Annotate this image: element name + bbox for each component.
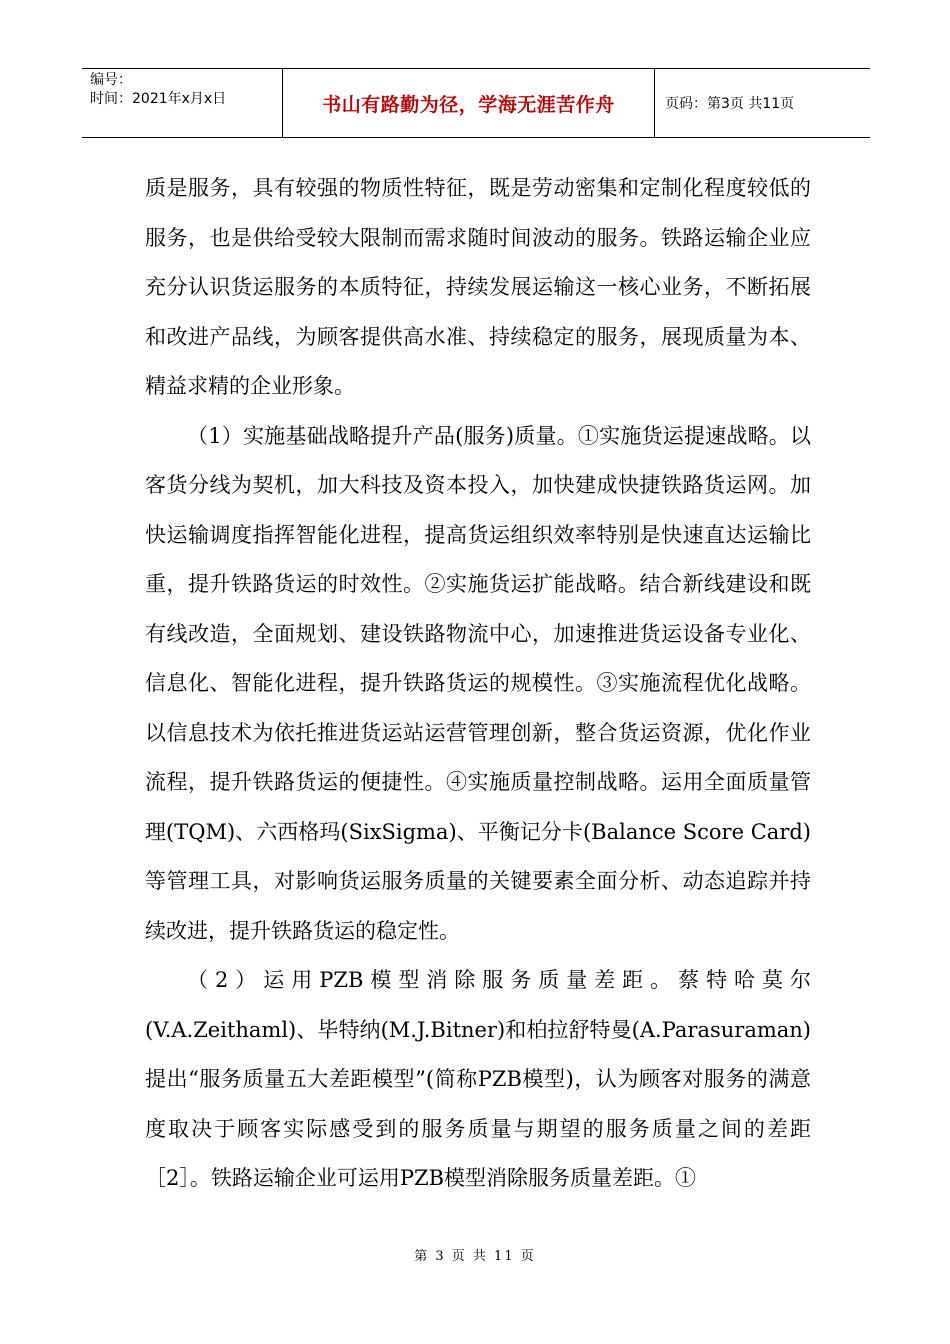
document-date-label: 时间：2021年x月x日 bbox=[90, 91, 227, 107]
page-header bbox=[82, 68, 870, 138]
body-paragraph: （1）实施基础战略提升产品(服务)质量。①实施货运提速战略。以客货分线为契机，加大科技及资本投入，加快建成快捷铁路货运网。加快运输调度指挥智能化进程，提高货运组织效率特别是快速直达运输比重，提升铁路货运的时效性。②实施货运扩能战略。结合新线建设和既有线改造，全面规划、建设铁路物流中心，加速推进货运设备专业化、信息化、智能化进程，提升铁路货运的规模性。③实施流程优化战略。以信息技术为依托推进货运站运营管理创新，整合货运资源，优化作业流程，提升铁路货运的便捷性。④实施质量控制战略。运用全面质量管理(TQM)、六西格玛(SixSigma)、平衡记分卡(Balance Score Card)等管理工具，对影响货运服务质量的关键要素全面分析、动态追踪并持续改进，提升铁路货运的稳定性。 bbox=[145, 423, 811, 943]
header-motto-cell bbox=[282, 69, 655, 137]
body-paragraph: （2）运用PZB模型消除服务质量差距。蔡特哈莫尔(V.A.Zeithaml)、毕特纳(M.J.Bitner)和柏拉舒特曼(A.Parasuraman)提出“服务质量五大差距模型”(简称PZB模型)，认为顾客对服务的满意度取决于顾客实际感受到的服务质量与期望的服务质量之间的差距［2］。铁路运输企业可运用PZB模型消除服务质量差距。① bbox=[145, 968, 811, 1190]
document-code-label: 编号： bbox=[90, 72, 132, 88]
header-meta-cell bbox=[82, 69, 282, 137]
header-page-cell bbox=[655, 69, 870, 137]
body-paragraph: 质是服务，具有较强的物质性特征，既是劳动密集和定制化程度较低的服务，也是供给受较大限制而需求随时间波动的服务。铁路运输企业应充分认识货运服务的本质特征，持续发展运输这一核心业务，不断拓展和改进产品线，为顾客提供高水准、持续稳定的服务，展现质量为本、精益求精的企业形象。 bbox=[145, 176, 811, 398]
header-page-code: 页码：第3页 共11页 bbox=[665, 96, 795, 112]
page-footer: 第 3 页 共 11 页 bbox=[414, 1249, 536, 1264]
document-body bbox=[145, 164, 811, 1204]
header-motto: 书山有路勤为径，学海无涯苦作舟 bbox=[322, 93, 615, 116]
